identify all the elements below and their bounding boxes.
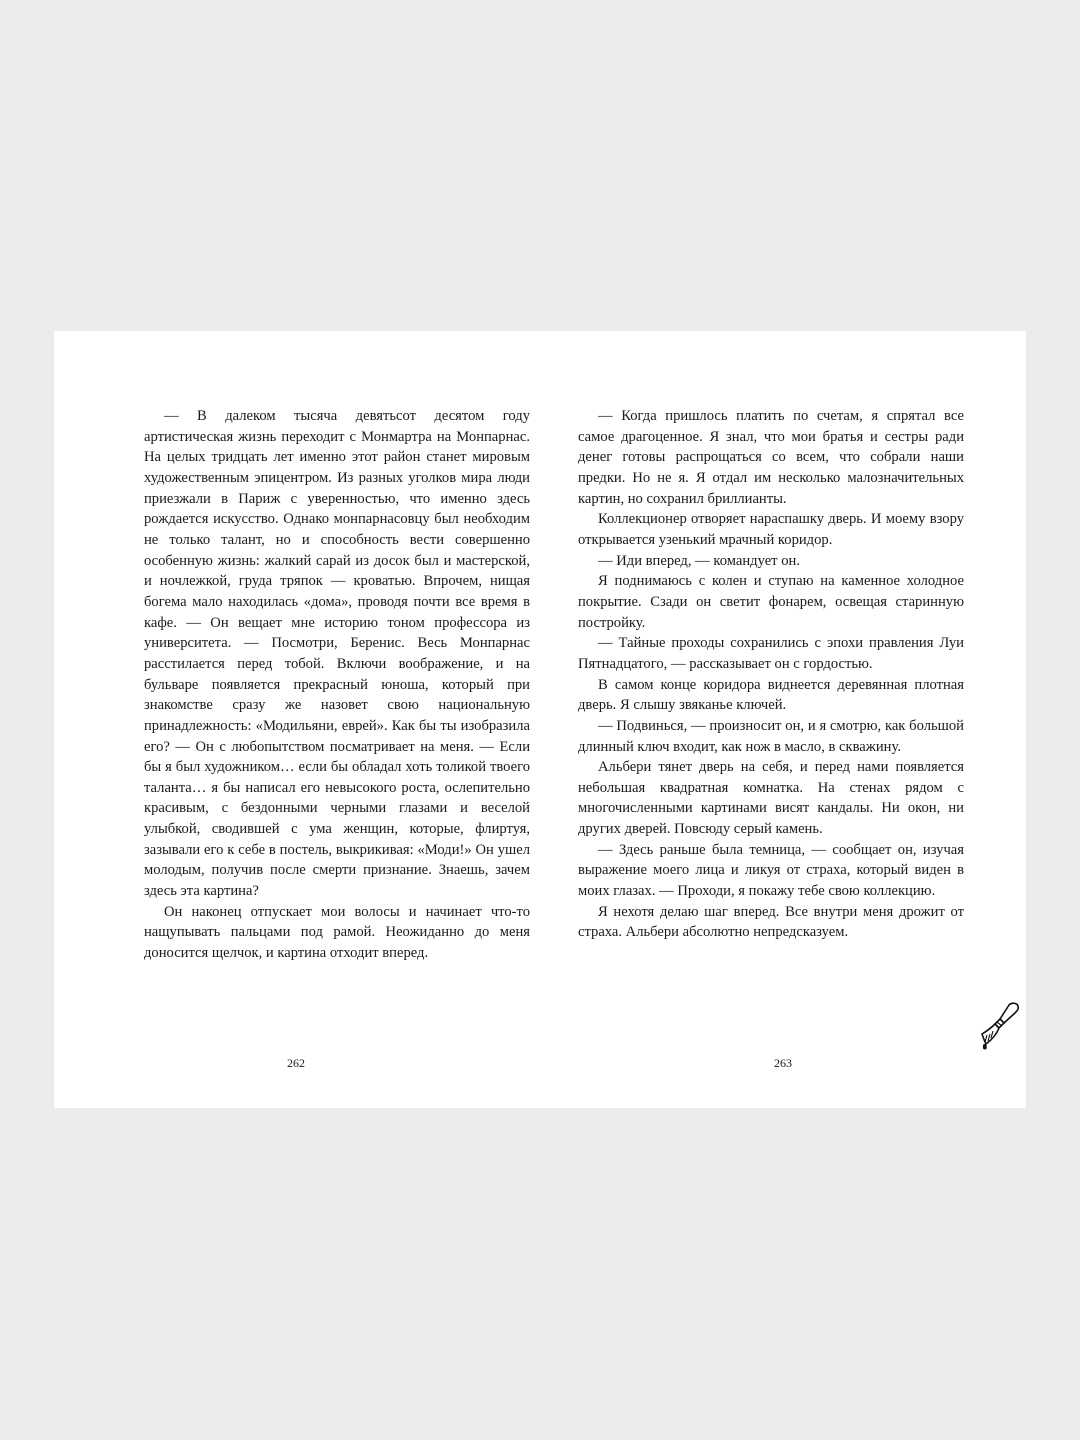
paragraph: — Здесь раньше была темница, — сообщает он, изучая выражение моего лица и ликуя от страха, который виден в моих глазах. — Проходи, я покажу тебе свою коллекцию.	[578, 841, 964, 900]
paragraph: Коллекционер отворяет нараспашку дверь. И моему взору открывается узенький мрачный коридор.	[578, 511, 964, 548]
paragraph: — Подвинься, — произносит он, и я смотрю, как большой длинный ключ входит, как нож в масло, в скважину.	[578, 717, 964, 755]
paragraph: В самом конце коридора виднеется деревянная плотная дверь. Я слышу звяканье ключей.	[578, 676, 964, 714]
paragraph: — Иди вперед, — командует он.	[598, 552, 800, 569]
paragraph: — Тайные проходы сохранились с эпохи правления Луи Пятнадцатого, — рассказывает он с гордостью.	[578, 635, 964, 672]
paragraph: — В далеком тысяча девятьсот десятом году артистическая жизнь переходит с Монмартра на Монпарнас. На целых тридцать лет именно этот район станет мировым художественным эпицентром. Из разных уголков мира люди приезжали в Париж с уверенностью, что именно здесь рождается искусство. Однако монпарнасовцу был необходим не только талант, но и способность вести совершенно особенную жизнь: жалкий сарай из досок был и мастерской, и ночлежкой, груда тряпок — кроватью. Впрочем, нищая богема мало находилась «дома», проводя почти все время в кафе. — Он вещает мне историю тоном профессора из университета. — Посмотри, Беренис. Весь Монпарнас расстилается перед тобой. Включи воображение, и на бульваре появляется прекрасный юноша, который при знакомстве сразу же назовет свою национальную принадлежность: «Модильяни, еврей». Как бы ты изобразила его? — Он с любопытством посматривает на меня. — Если бы я был художником… если бы обладал хоть толикой твоего таланта… я бы написал его невысокого роста, ослепительно красивым, с бездонными черными глазами и веселой улыбкой, сводившей с ума женщин, которые, флиртуя, зазывали его к себе в постель, выкрикивая: «Моди!» Он ушел молодым, получив после смерти признание. Знаешь, зачем здесь эта картина?	[144, 408, 530, 900]
paragraph: Альбери тянет дверь на себя, и перед нами появляется небольшая квадратная комнатка. На стенах рядом с многочисленными картинами висят кандалы. Ни окон, ни других дверей. Повсюду серый камень.	[578, 759, 964, 838]
paragraph: Он наконец отпускает мои волосы и начинает что-то нащупывать пальцами под рамой. Неожиданно до меня доносится щелчок, и картина отходит вперед.	[144, 903, 530, 962]
left-page-text	[144, 406, 530, 964]
page-number-right: 263	[774, 1056, 792, 1070]
paintbrush-icon	[978, 1001, 1024, 1051]
book-spread	[54, 331, 1026, 1108]
right-page-text	[578, 406, 964, 943]
paragraph: — Когда пришлось платить по счетам, я спрятал все самое драгоценное. Я знал, что мои братья и сестры ради денег готовы распрощаться со всем, что собрали наши предки. Но не я. Я отдал им несколько малозначительных картин, но сохранил бриллианты.	[578, 408, 964, 507]
page-number-left: 262	[287, 1056, 305, 1070]
paragraph: Я поднимаюсь с колен и ступаю на каменное холодное покрытие. Сзади он светит фонарем, освещая старинную постройку.	[578, 573, 964, 631]
paragraph: Я нехотя делаю шаг вперед. Все внутри меня дрожит от страха. Альбери абсолютно непредсказуем.	[578, 903, 964, 941]
